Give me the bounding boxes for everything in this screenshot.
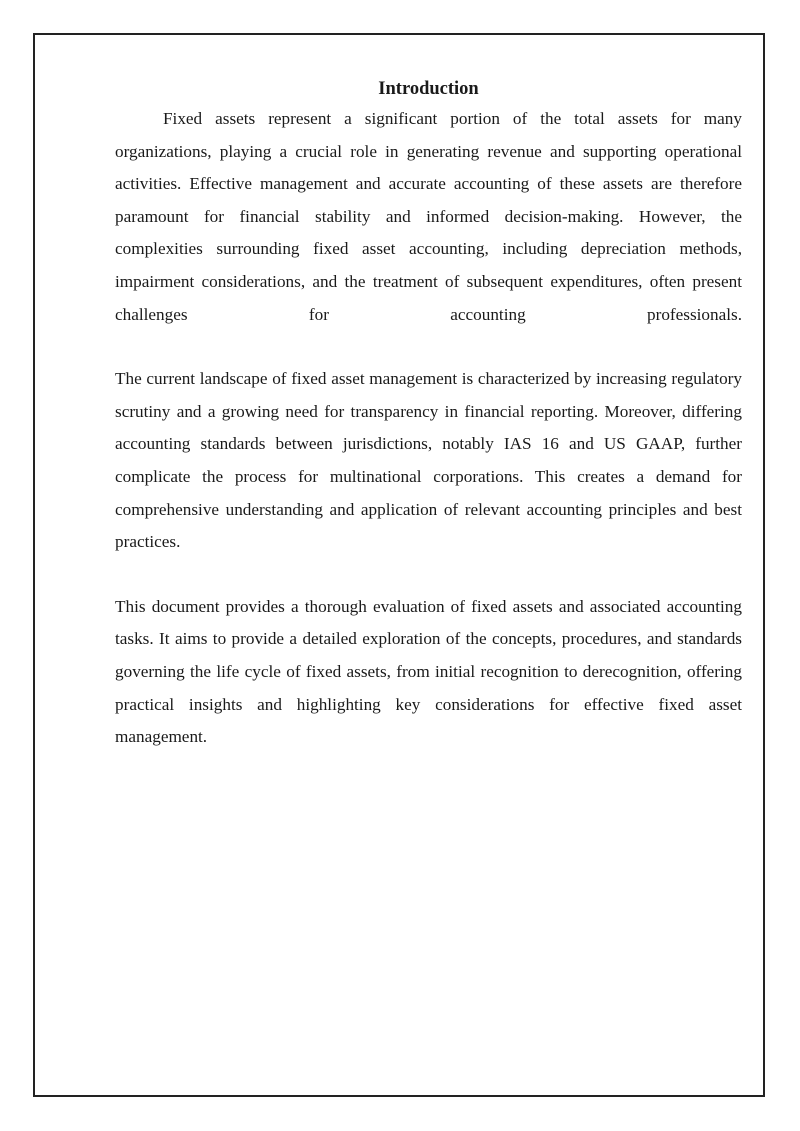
paragraph-gap	[115, 559, 742, 591]
paragraph-1: Fixed assets represent a significant portion of the total assets for many organizations, playing a crucial role in generating revenue and supporting operational activities. Effective management and accurate accounting of these assets are therefore paramount for financial stability and informed decision-making. However, the complexities surrounding fixed asset accounting, including depreciation methods, impairment considerations, and the treatment of subsequent expenditures, often present challenges for accounting professionals.	[115, 109, 742, 324]
paragraph-3: This document provides a thorough evaluation of fixed assets and associated accounting tasks. It aims to provide a detailed exploration of the concepts, procedures, and standards governing the life cycle of fixed assets, from initial recognition to derecognition, offering practical insights and highlighting key considerations for effective fixed asset management.	[115, 596, 742, 747]
paragraph-2: The current landscape of fixed asset management is characterized by increasing regulatory scrutiny and a growing need for transparency in financial reporting. Moreover, differing accounting standards between jurisdictions, notably IAS 16 and US GAAP, further complicate the process for multinational corporations. This creates a demand for comprehensive understanding and application of relevant accounting principles and best practices.	[115, 369, 742, 552]
page-title: Introduction	[378, 79, 479, 99]
document-body	[115, 76, 742, 754]
paragraph-gap	[115, 331, 742, 363]
